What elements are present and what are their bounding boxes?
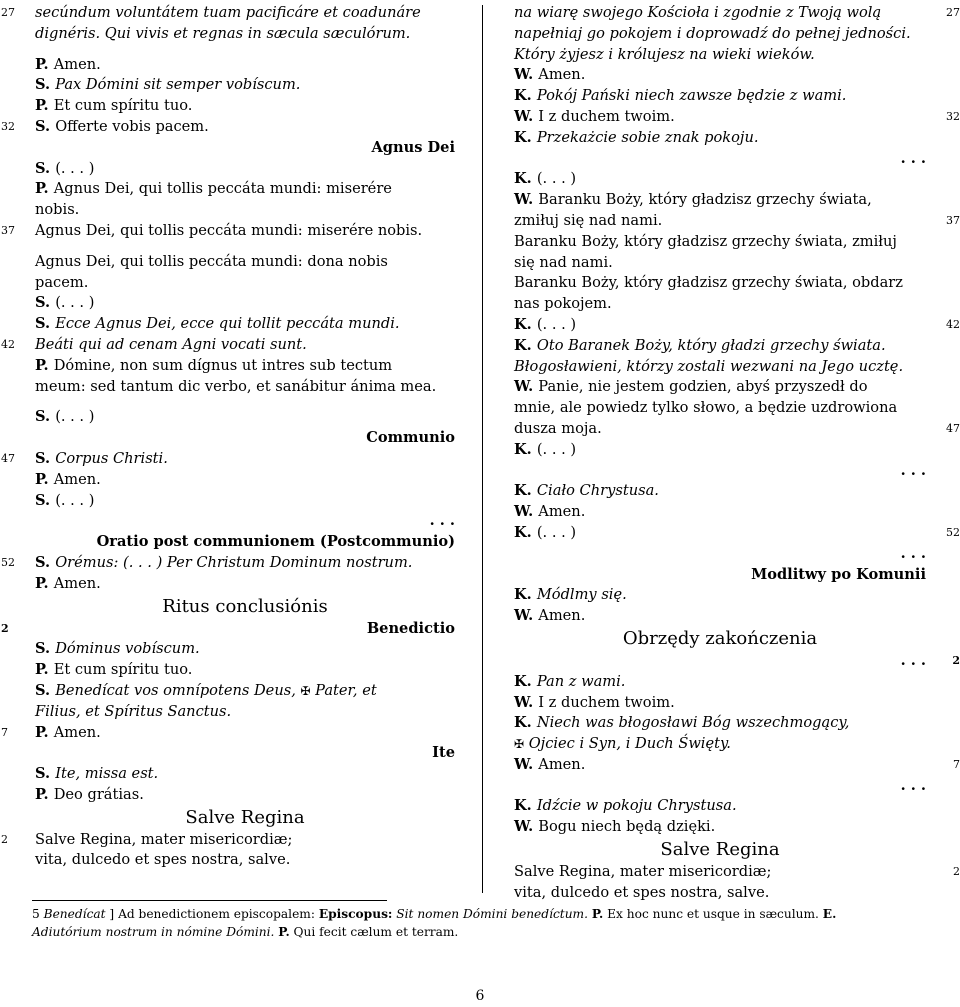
text-line bbox=[35, 55, 455, 76]
text-run: I z duchem twoim. bbox=[538, 107, 675, 125]
speaker-label: S. bbox=[35, 640, 56, 658]
text-line bbox=[35, 96, 455, 117]
speaker-label: W. bbox=[514, 693, 539, 711]
speaker-label: K. bbox=[514, 315, 537, 333]
text-line bbox=[1, 335, 455, 356]
text-line bbox=[514, 3, 960, 24]
speaker-label: S. bbox=[35, 491, 56, 509]
italic-text: Corpus Christi. bbox=[55, 449, 168, 467]
text-line bbox=[514, 606, 926, 627]
text-line bbox=[514, 232, 926, 253]
text-line bbox=[514, 713, 926, 734]
text-run: (. . . ) bbox=[55, 159, 95, 177]
text-line bbox=[514, 65, 926, 86]
text-run: (. . . ) bbox=[55, 294, 95, 312]
text-line bbox=[514, 107, 960, 128]
text-run: nobis. bbox=[35, 201, 80, 219]
speaker-label: K. bbox=[514, 170, 537, 188]
section-heading bbox=[514, 565, 926, 586]
text-line bbox=[514, 336, 926, 357]
text-line bbox=[514, 211, 960, 232]
text-line bbox=[514, 585, 926, 606]
text-line bbox=[35, 639, 455, 660]
speaker-label: P. bbox=[35, 785, 54, 803]
spacer bbox=[35, 45, 455, 55]
text-run: (. . . ) bbox=[536, 170, 577, 188]
line-number: 37 bbox=[1, 223, 15, 237]
italic-text: Idźcie w pokoju Chrystusa. bbox=[536, 797, 737, 815]
ellipsis bbox=[514, 544, 926, 565]
text-run: . . . bbox=[900, 544, 926, 562]
speaker-label: W. bbox=[514, 755, 539, 773]
speaker-label: S. bbox=[35, 117, 56, 135]
speaker-label: P. bbox=[35, 723, 54, 741]
line-number: 47 bbox=[946, 421, 960, 435]
speaker-label: K. bbox=[514, 797, 537, 815]
speaker-label: S. bbox=[35, 76, 56, 94]
text-line bbox=[514, 734, 926, 755]
text-line bbox=[514, 273, 926, 294]
text-line bbox=[1, 221, 455, 242]
text-run: (. . . ) bbox=[55, 408, 95, 426]
text-run: Communio bbox=[366, 429, 455, 447]
text-line bbox=[514, 502, 926, 523]
ellipsis bbox=[514, 461, 926, 482]
text-run: . . . bbox=[900, 776, 926, 794]
section-title bbox=[35, 806, 455, 830]
text-line bbox=[514, 693, 926, 714]
text-run: Et cum spíritu tuo. bbox=[53, 97, 193, 115]
section-heading bbox=[35, 743, 455, 764]
speaker-label: S. bbox=[35, 315, 56, 333]
text-run: (. . . ) bbox=[536, 315, 577, 333]
text-line bbox=[514, 755, 960, 776]
speaker-label: W. bbox=[514, 503, 539, 521]
line-number: 42 bbox=[1, 337, 15, 351]
italic-text: Przekażcie sobie znak pokoju. bbox=[536, 128, 759, 146]
spacer bbox=[35, 397, 455, 407]
text-run: Amen. bbox=[538, 66, 586, 84]
italic-text: Ojciec i Syn, i Duch Święty. bbox=[524, 735, 731, 753]
text-run: Panie, nie jestem godzien, abyś przyszedł do bbox=[538, 378, 868, 396]
text-line bbox=[35, 159, 455, 180]
text-line bbox=[1, 449, 455, 470]
italic-text: dignéris. Qui vivis et regnas in sæcula sæculórum. bbox=[35, 24, 411, 42]
cross-icon: ✠ bbox=[514, 737, 525, 752]
italic-text: Ite, missa est. bbox=[55, 765, 159, 783]
text-run: meum: sed tantum dic verbo, et sanábitur ánima mea. bbox=[35, 377, 437, 395]
speaker-label: P. bbox=[35, 356, 54, 374]
line-number: 27 bbox=[946, 6, 960, 19]
text-run: Amen. bbox=[538, 755, 586, 773]
text-line bbox=[514, 190, 926, 211]
text-line bbox=[35, 252, 455, 273]
text-line bbox=[35, 179, 455, 200]
text-line bbox=[514, 45, 926, 66]
text-run: I z duchem twoim. bbox=[538, 693, 675, 711]
speaker-label: K. bbox=[514, 523, 537, 541]
text-run: Agnus Dei, qui tollis peccáta mundi: dona nobis bbox=[35, 252, 388, 270]
section-title bbox=[35, 595, 455, 619]
speaker-label: W. bbox=[514, 607, 539, 625]
text-run: dusza moja. bbox=[514, 419, 602, 437]
text-line bbox=[35, 24, 455, 45]
text-run: Salve Regina bbox=[660, 839, 780, 861]
text-line bbox=[35, 850, 455, 871]
text-line bbox=[514, 357, 926, 378]
italic-text: Pan z wami. bbox=[536, 672, 626, 690]
italic-text: Benedícat vos omnípotens Deus, bbox=[55, 681, 301, 699]
line-number: 2 bbox=[952, 653, 960, 667]
text-run: Deo grátias. bbox=[53, 785, 144, 803]
text-line bbox=[514, 86, 926, 107]
speaker-label: K. bbox=[514, 714, 537, 732]
line-number: 27 bbox=[1, 6, 15, 19]
text-line bbox=[35, 314, 455, 335]
text-line bbox=[1, 723, 455, 744]
text-line bbox=[514, 377, 926, 398]
text-run: ] Ad benedictionem episcopalem: bbox=[105, 907, 319, 921]
text-line bbox=[514, 862, 960, 883]
text-run: Amen. bbox=[53, 574, 101, 592]
text-line bbox=[35, 764, 455, 785]
text-run: . . . bbox=[900, 461, 926, 479]
speaker-label: P. bbox=[278, 925, 290, 939]
text-line bbox=[35, 377, 455, 398]
text-line bbox=[35, 491, 455, 512]
italic-text: Pater, et bbox=[310, 681, 377, 699]
text-run: Amen. bbox=[53, 470, 101, 488]
italic-text: Który żyjesz i królujesz na wieki wieków. bbox=[514, 45, 815, 63]
italic-text: Sit nomen Dómini benedíctum. bbox=[392, 907, 588, 921]
text-run: 5 bbox=[32, 907, 44, 921]
text-line bbox=[35, 356, 455, 377]
italic-text: Oto Baranek Boży, który gładzi grzechy świata. bbox=[536, 336, 886, 354]
text-run: Amen. bbox=[538, 607, 586, 625]
text-line bbox=[514, 796, 926, 817]
text-run: Obrzędy zakończenia bbox=[622, 627, 818, 649]
text-run: Dómine, non sum dígnus ut intres sub tectum bbox=[53, 356, 393, 374]
text-line bbox=[1, 830, 455, 851]
text-line bbox=[514, 440, 926, 461]
text-run: Baranku Boży, który gładzisz grzechy świata, zmiłuj bbox=[514, 232, 897, 250]
text-run: Bogu niech będą dzięki. bbox=[538, 818, 716, 836]
text-run: . . . bbox=[429, 512, 455, 530]
text-run: Baranku Boży, który gładzisz grzechy świata, bbox=[538, 191, 872, 209]
line-number: 7 bbox=[1, 725, 8, 739]
text-run: się nad nami. bbox=[514, 253, 613, 271]
text-run: Oratio post communionem (Postcommunio) bbox=[96, 533, 455, 551]
italic-text: Benedícat bbox=[43, 907, 106, 921]
line-number: 2 bbox=[953, 865, 960, 879]
text-run: Ritus conclusiónis bbox=[162, 595, 328, 617]
line-number: 32 bbox=[1, 119, 15, 133]
speaker-label: K. bbox=[514, 128, 537, 146]
text-run: Modlitwy po Komunii bbox=[751, 565, 926, 583]
speaker-label: K. bbox=[514, 336, 537, 354]
text-line bbox=[35, 702, 455, 723]
page-number: 6 bbox=[475, 988, 485, 1004]
text-line bbox=[514, 315, 960, 336]
speaker-label: W. bbox=[514, 191, 539, 209]
speaker-label: P. bbox=[35, 574, 54, 592]
text-run: pacem. bbox=[35, 273, 89, 291]
text-line bbox=[514, 253, 926, 274]
text-line bbox=[514, 169, 926, 190]
section-heading bbox=[35, 138, 455, 159]
section-title bbox=[514, 838, 926, 862]
italic-text: Módlmy się. bbox=[536, 586, 627, 604]
speaker-label: K. bbox=[514, 87, 537, 105]
section-heading bbox=[35, 428, 455, 449]
footnote-rule bbox=[32, 900, 387, 901]
speaker-label: W. bbox=[514, 107, 539, 125]
text-run: Et cum spíritu tuo. bbox=[53, 661, 193, 679]
speaker-label: S. bbox=[35, 765, 56, 783]
speaker-label: W. bbox=[514, 66, 539, 84]
text-run: Amen. bbox=[538, 503, 586, 521]
italic-text: Pokój Pański niech zawsze będzie z wami. bbox=[536, 87, 847, 105]
text-line bbox=[1, 117, 455, 138]
footnote-line-2 bbox=[32, 923, 932, 941]
text-line bbox=[514, 294, 926, 315]
text-run: . . . bbox=[900, 651, 926, 669]
italic-text: Błogosławieni, którzy zostali wezwani na Jego ucztę. bbox=[514, 357, 904, 375]
text-run: Offerte vobis pacem. bbox=[55, 117, 209, 135]
text-line bbox=[35, 407, 455, 428]
text-run: vita, dulcedo et spes nostra, salve. bbox=[514, 883, 770, 901]
italic-text: Ecce Agnus Dei, ecce qui tollit peccáta mundi. bbox=[55, 315, 400, 333]
speaker-label: S. bbox=[35, 449, 56, 467]
line-number: 2 bbox=[1, 621, 9, 635]
line-number: 32 bbox=[946, 109, 960, 123]
text-run: nas pokojem. bbox=[514, 295, 612, 313]
speaker-label: S. bbox=[35, 681, 56, 699]
text-run: Amen. bbox=[53, 55, 101, 73]
text-line bbox=[35, 660, 455, 681]
line-number: 47 bbox=[1, 451, 15, 465]
section-heading bbox=[35, 532, 455, 553]
line-number: 52 bbox=[946, 525, 960, 539]
text-line bbox=[35, 574, 455, 595]
text-run: vita, dulcedo et spes nostra, salve. bbox=[35, 851, 291, 869]
text-line bbox=[35, 470, 455, 491]
speaker-label: K. bbox=[514, 482, 537, 500]
text-run: Ex hoc nunc et usque in sæculum. bbox=[603, 907, 823, 921]
speaker-label: S. bbox=[35, 553, 56, 571]
ellipsis bbox=[514, 776, 926, 797]
ellipsis bbox=[514, 149, 926, 170]
text-line bbox=[514, 419, 960, 440]
text-run: Agnus Dei, qui tollis peccáta mundi: miserére bbox=[53, 180, 392, 198]
italic-text: Orémus: (. . . ) Per Christum Dominum nostrum. bbox=[55, 553, 413, 571]
text-line bbox=[1, 3, 455, 24]
text-run: Baranku Boży, który gładzisz grzechy świata, obdarz bbox=[514, 274, 903, 292]
text-run: (. . . ) bbox=[536, 523, 577, 541]
text-run: Agnus Dei bbox=[371, 138, 455, 156]
speaker-label: K. bbox=[514, 586, 537, 604]
text-run: Benedictio bbox=[366, 619, 455, 637]
line-number: 42 bbox=[946, 317, 960, 331]
italic-text: secúndum voluntátem tuam pacificáre et coadunáre bbox=[35, 4, 421, 21]
cross-icon: ✠ bbox=[300, 683, 311, 698]
line-number: 52 bbox=[1, 555, 15, 569]
italic-text: Adiutórium nostrum in nómine Dómini. bbox=[32, 925, 275, 939]
text-run: . . . bbox=[900, 149, 926, 167]
italic-text: Ciało Chrystusa. bbox=[536, 482, 659, 500]
footnote bbox=[32, 905, 932, 941]
text-run: Salve Regina bbox=[185, 806, 305, 828]
text-line bbox=[514, 24, 926, 45]
text-run: zmiłuj się nad nami. bbox=[514, 211, 663, 229]
section-heading bbox=[1, 619, 455, 640]
text-run: Salve Regina, mater misericordiæ; bbox=[514, 863, 772, 881]
spacer bbox=[35, 242, 455, 252]
ellipsis bbox=[514, 651, 960, 672]
section-title bbox=[514, 627, 926, 651]
italic-text: Filius, et Spíritus Sanctus. bbox=[35, 702, 232, 720]
text-line bbox=[35, 200, 455, 221]
italic-text: na wiarę swojego Kościoła i zgodnie z Twoją wolą bbox=[514, 4, 882, 21]
text-line bbox=[514, 523, 960, 544]
line-number: 2 bbox=[1, 832, 8, 846]
text-line bbox=[35, 293, 455, 314]
speaker-label: W. bbox=[514, 378, 539, 396]
text-run: Salve Regina, mater misericordiæ; bbox=[35, 830, 293, 848]
speaker-label: Episcopus: bbox=[318, 907, 393, 921]
speaker-label: K. bbox=[514, 440, 537, 458]
text-line bbox=[35, 785, 455, 806]
text-line bbox=[514, 672, 926, 693]
italic-text: Pax Dómini sit semper vobíscum. bbox=[55, 76, 301, 94]
polish-column bbox=[514, 3, 960, 904]
speaker-label: S. bbox=[35, 294, 56, 312]
speaker-label: P. bbox=[35, 97, 54, 115]
text-run: (. . . ) bbox=[536, 440, 577, 458]
speaker-label: S. bbox=[35, 408, 56, 426]
text-line bbox=[1, 553, 455, 574]
text-run: Ite bbox=[432, 744, 455, 762]
text-line bbox=[514, 128, 926, 149]
italic-text: Dóminus vobíscum. bbox=[55, 640, 200, 658]
text-line bbox=[514, 883, 926, 904]
text-line bbox=[35, 681, 455, 702]
column-divider bbox=[482, 5, 483, 893]
italic-text: Niech was błogosławi Bóg wszechmogący, bbox=[536, 714, 850, 732]
text-line bbox=[514, 817, 926, 838]
footnote-line-1 bbox=[32, 905, 932, 923]
ellipsis bbox=[35, 511, 455, 532]
speaker-label: P. bbox=[35, 180, 54, 198]
speaker-label: K. bbox=[514, 672, 537, 690]
speaker-label: P. bbox=[591, 907, 604, 921]
text-run: (. . . ) bbox=[55, 491, 95, 509]
text-run: Qui fecit cælum et terram. bbox=[289, 925, 459, 939]
italic-text: Beáti qui ad cenam Agni vocati sunt. bbox=[35, 335, 307, 353]
line-number: 37 bbox=[946, 213, 960, 227]
line-number: 7 bbox=[953, 757, 960, 771]
text-run: Agnus Dei, qui tollis peccáta mundi: miserére nobis. bbox=[35, 221, 423, 239]
speaker-label: S. bbox=[35, 159, 56, 177]
speaker-label: E. bbox=[822, 907, 837, 921]
italic-text: napełniaj go pokojem i doprowadź do pełnej jedności. bbox=[514, 24, 911, 42]
speaker-label: P. bbox=[35, 470, 54, 488]
text-run: mnie, ale powiedz tylko słowo, a będzie uzdrowiona bbox=[514, 399, 898, 417]
latin-column bbox=[1, 3, 455, 871]
speaker-label: P. bbox=[35, 55, 54, 73]
text-line bbox=[514, 398, 926, 419]
text-line bbox=[35, 75, 455, 96]
text-run: Amen. bbox=[53, 723, 101, 741]
speaker-label: P. bbox=[35, 661, 54, 679]
text-line bbox=[514, 481, 926, 502]
speaker-label: W. bbox=[514, 818, 539, 836]
text-line bbox=[35, 273, 455, 294]
